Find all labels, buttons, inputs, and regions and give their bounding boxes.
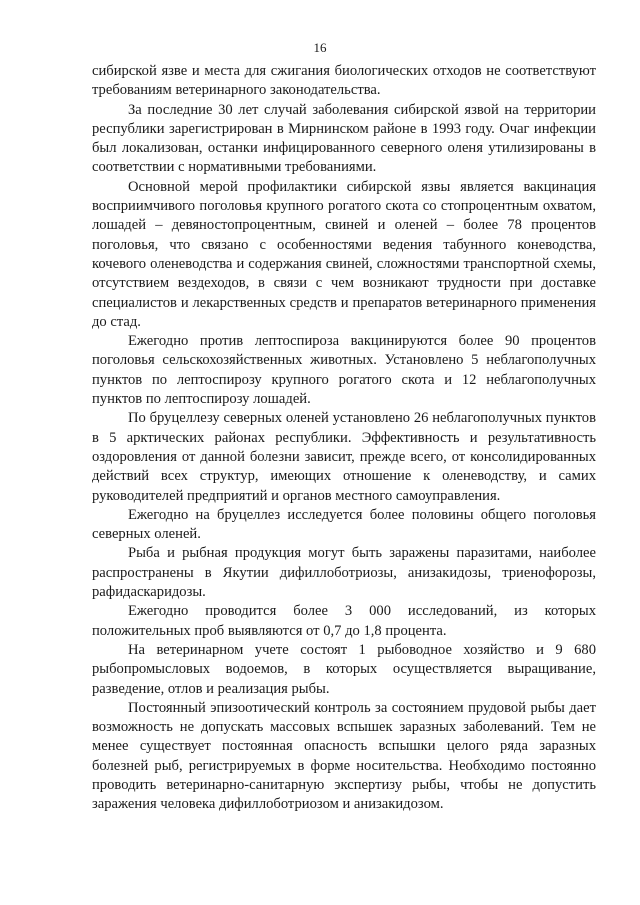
paragraph: За последние 30 лет случай заболевания сибирской язвой на территории республики зарегистрирован в Мирнинском районе в 1993 году. Очаг инфекции был локализован, останки инфицированного северного оленя утилизированы в соответствии с нормативными требованиями. [92, 101, 596, 176]
paragraph: Рыба и рыбная продукция могут быть заражены паразитами, наиболее распространены в Якутии дифиллоботриозы, анизакидозы, триенофорозы, рафидаскаридозы. [92, 545, 596, 601]
paragraph: На ветеринарном учете состоят 1 рыбоводное хозяйство и 9 680 рыбопромысловых водоемов, в которых осуществляется выращивание, разведение, отлов и реализация рыбы. [92, 641, 596, 697]
paragraph-continued: сибирской язве и места для сжигания биологических отходов не соответствуют требованиям ветеринарного законодательства. [92, 63, 596, 99]
page-number: 16 [313, 40, 327, 55]
paragraph: Ежегодно против лептоспироза вакцинируются более 90 процентов поголовья сельскохозяйственных животных. Установлено 5 неблагополучных пунктов по лептоспирозу крупного рогатого скота и 12 неблагополучных пунктов по лептоспирозу лошадей. [92, 333, 596, 408]
paragraph: По бруцеллезу северных оленей установлено 26 неблагополучных пунктов в 5 арктических районах республики. Эффективность и результативность оздоровления от данной болезни зависит, прежде всего, от консолидированных действий всех структур, имеющих отношение к оленеводству, и самих руководителей предприятий и органов местного самоуправления. [92, 410, 596, 504]
paragraph: Основной мерой профилактики сибирской язвы является вакцинация восприимчивого поголовья крупного рогатого скота со стопроцентным охватом, лошадей – девяностопроцентным, свиней и оленей – более 78 процентов поголовья, что связано с особенностями ведения табунного коневодства, кочевого оленеводства и содержания свиней, сложностями транспортной схемы, отсутствием вездеходов, в связи с чем возникают трудности при доставке специалистов и лекарственных средств и препаратов ветеринарного применения до стад. [92, 178, 596, 330]
paragraph: Ежегодно проводится более 3 000 исследований, из которых положительных проб выявляются от 0,7 до 1,8 процента. [92, 603, 596, 639]
paragraph: Ежегодно на бруцеллез исследуется более половины общего поголовья северных оленей. [92, 506, 596, 543]
paragraph: Постоянный эпизоотический контроль за состоянием прудовой рыбы дает возможность не допускать массовых вспышек заразных заболеваний. Тем не менее существует постоянная опасность вспышки целого ряда заразных болезней рыб, регистрируемых в форме носительства. Необходимо постоянно проводить ветеринарно-санитарную экспертизу рыбы, чтобы не допустить заражения человека дифиллоботриозом и анизакидозом. [92, 699, 596, 813]
document-body [92, 62, 596, 815]
